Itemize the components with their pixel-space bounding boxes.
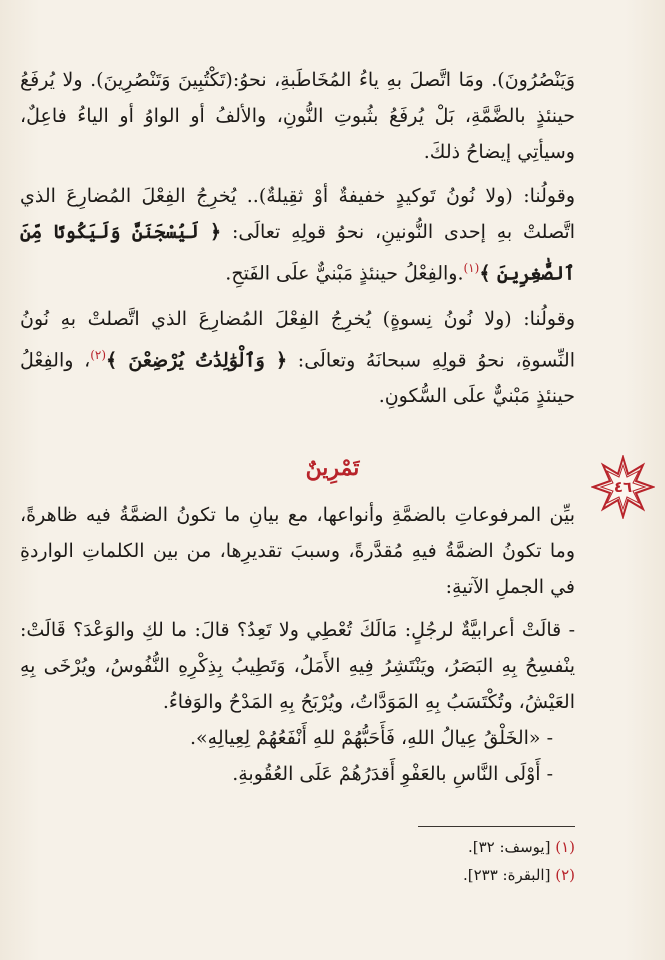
exercise-item: - أَوْلَى النَّاسِ بالعَفْوِ أَقدَرُهُمْ عَلَى العُقُوبةِ. [232,763,553,785]
paragraph-2-tail: .والفِعْلُ حينئذٍ مَبْنيٌّ علَى الفَتحِ. [225,262,464,285]
paragraph-2-text: وقولُنا: (ولا نُونُ تَوكيدٍ خفيفةٌ أوْ ثقِيلةٌ).. يُخرِجُ الفِعْلَ المُضارِعَ الذي اتَّصلتْ بهِ إحدى النُّونينِ، نحوُ قولِهِ تعالَى: [20,185,576,243]
paragraph-2 [20,178,575,291]
footnote-ref-1[interactable]: (١) [463,261,480,275]
footnote-number: (١) [555,838,575,856]
footnote-1 [468,836,575,858]
page-number: ٤٦ [613,478,633,496]
quran-verse-2: ﴿ وَٱلْوَٰلِدَٰتُ يُرْضِعْنَ ﴾ [106,349,288,372]
exercise-intro [20,497,575,605]
exercise-title: تَمْرِينٌ [305,455,360,481]
footnote-ref-2[interactable]: (٢) [90,348,107,362]
paragraph-3-tail: ، والفِعْلُ حينئذٍ مَبْنيٌّ علَى السُّكونِ. [20,349,575,408]
footnote-text: [البقرة: ٢٣٣]. [462,866,551,884]
paragraph-3 [20,301,575,414]
exercise-items [20,612,575,792]
paragraph-1-text: وَيَنْصُرُونَ). ومَا اتَّصلَ بهِ ياءُ المُخَاطَبةِ، نحوُ:(تَكْتُبِينَ وَتَنْصُرِينَ). ولا يُرفَعُ حينئذٍ بالضَّمَّةِ، بَلْ يُرفَعُ بثُبوتِ النُّونِ، والألفُ أو الواوُ أو الياءُ فاعِلٌ، وسيأتِي إيضاحُ ذلكَ. [20,69,575,163]
paragraph-3-text: وقولُنا: (ولا نُونُ نِسوةٍ) يُخرِجُ الفِعْلَ المُضارِعَ الذي اتَّصلتْ بهِ نُونُ النِّسوةِ، نحوُ قولِهِ سبحانَهُ وتعالَى: [20,308,575,372]
quran-verse-1: ﴿ لَيُسْجَنَنَّ وَلَيَكُونًا مِّنَ ٱلصَّٰغِرِينَ ﴾ [20,221,575,285]
footnote-text: [يوسف: ٣٢]. [467,838,551,856]
page-number-badge [591,455,655,519]
exercise-intro-text: بيِّن المرفوعاتِ بالضمَّةِ وأنواعها، مع بيانِ ما تكونُ الضمَّةُ فيه ظاهرةً، وما تكونُ الضمَّةُ فيهِ مُقدَّرةً، وسببَ تقديرِها، من بين الكلماتِ الواردةِ في الجملِ الآتيةِ: [20,504,575,598]
exercise-item: - «الخَلْقُ عِيالُ اللهِ، فَأَحَبُّهُمْ للهِ أَنْفَعُهُمْ لِعِيالِهِ». [189,727,553,749]
paragraph-1 [20,62,575,170]
footnote-number: (٢) [555,866,575,884]
exercise-item: - قالَتْ أعرابيَّةٌ لرجُلٍ: مَالَكَ تُعْطِي ولا تَعِدُ؟ قالَ: ما لكِ والوَعْدَ؟ قَالَتْ: ينْفسِحُ بِهِ البَصَرُ، ويَنْتَشِرُ فِيهِ الأَمَلُ، وَتَطِيبُ بِذِكْرِهِ النُّفُوسُ، ويُرْخَى بِهِ العَيْشُ، وتُكْتَسَبُ بِهِ المَوَدَّاتُ، ويُرْبَحُ بِهِ المَدْحُ والوَفاءُ. [20,619,575,713]
footnote-separator [418,826,575,827]
footnote-2 [463,864,575,886]
